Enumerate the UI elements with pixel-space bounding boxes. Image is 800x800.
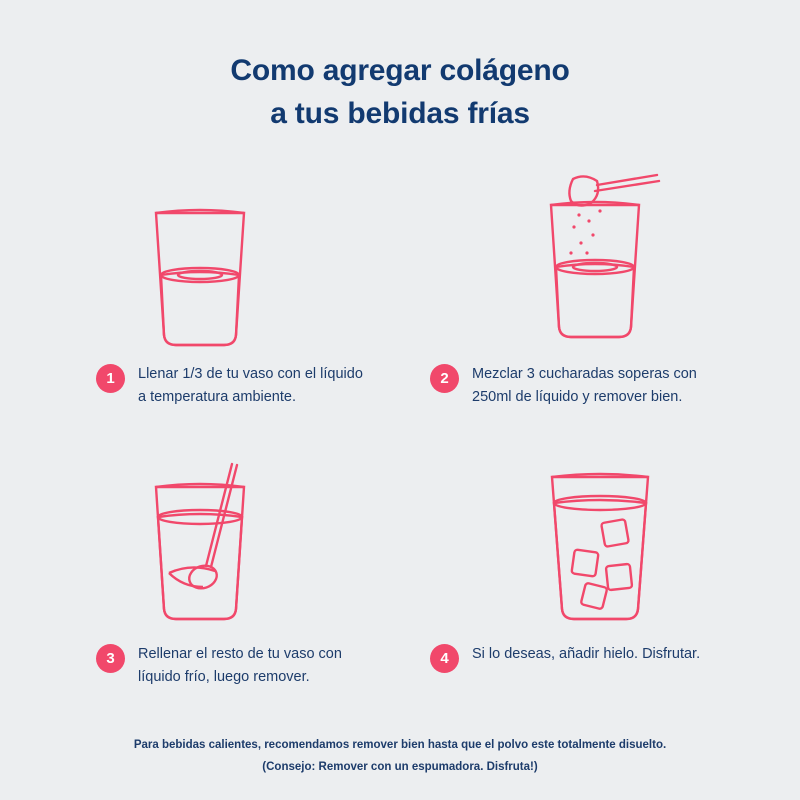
step-3-caption-row xyxy=(0,635,400,690)
glass-with-spoon-pouring-powder-icon xyxy=(505,165,695,355)
step-1-caption: Llenar 1/3 de tu vaso con el líquido a temperatura ambiente. xyxy=(138,366,363,406)
glass-one-third-filled-icon xyxy=(130,195,270,355)
step-4-caption-row xyxy=(400,635,800,673)
step-1-caption-row xyxy=(0,355,400,410)
footer-note xyxy=(0,735,800,778)
steps-grid xyxy=(0,165,800,725)
step-4 xyxy=(400,445,800,725)
step-3-illustration xyxy=(0,445,400,635)
step-3 xyxy=(0,445,400,725)
page-title-line-2: a tus bebidas frías xyxy=(270,96,530,130)
footer-line-1: Para bebidas calientes, recomendamos remover bien hasta que el polvo este totalmente disuelto. xyxy=(133,739,667,752)
step-3-number-badge: 3 xyxy=(96,644,125,673)
step-2-illustration xyxy=(400,165,800,355)
step-1-number-badge: 1 xyxy=(96,364,125,393)
step-4-illustration xyxy=(400,445,800,635)
footer-line-2: (Consejo: Remover con un espumadora. Disfruta!) xyxy=(262,760,538,773)
step-2-caption: Mezclar 3 cucharadas soperas con 250ml de líquido y remover bien. xyxy=(472,366,697,406)
glass-with-ice-cubes-icon xyxy=(525,455,675,635)
step-4-caption: Si lo deseas, añadir hielo. Disfrutar. xyxy=(472,646,701,662)
step-3-caption: Rellenar el resto de tu vaso con líquido frío, luego remover. xyxy=(138,646,342,686)
step-2-caption-row xyxy=(400,355,800,410)
glass-with-stirring-spoon-icon xyxy=(125,455,275,635)
step-4-number-badge: 4 xyxy=(430,644,459,673)
page-title xyxy=(0,0,800,135)
step-1 xyxy=(0,165,400,445)
step-2-number-badge: 2 xyxy=(430,364,459,393)
step-2 xyxy=(400,165,800,445)
page-title-line-1: Como agregar colágeno xyxy=(230,54,570,87)
step-1-illustration xyxy=(0,165,400,355)
